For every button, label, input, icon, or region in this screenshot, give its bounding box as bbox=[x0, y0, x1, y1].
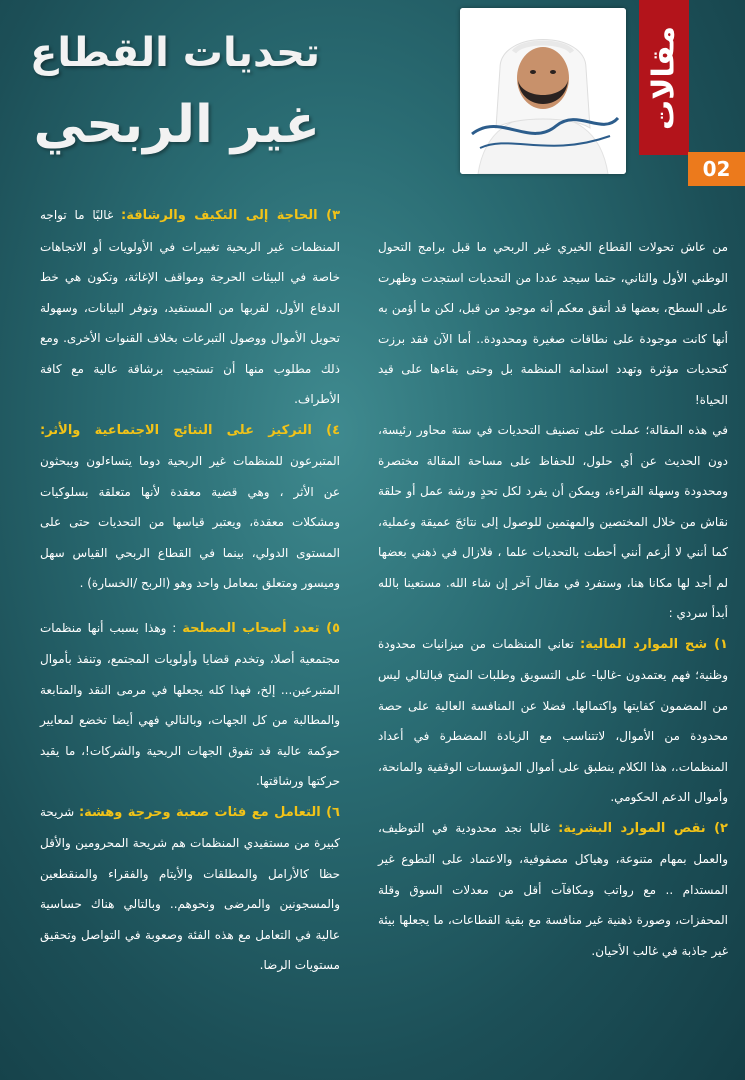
section-6 bbox=[40, 797, 340, 981]
section-6-heading: ٦) التعامل مع فئات صعبة وحرجة وهشة: bbox=[78, 804, 340, 820]
article-title-line2: غير الربحي bbox=[33, 95, 320, 155]
section-4-text: المتبرعون للمنظمات غير الربحية دوما يتساءلون ويبحثون عن الأثر ، وهي قضية معقدة لأنها متعلقة بسلوكيات ومشكلات معقدة، ويعتبر قياسها من التحديات حتى على المستوى الدولي، بينما في القطاع الربحي القياس سهل وميسور ومتعلق بمعامل واحد وهو (الربح /الخسارة) . bbox=[40, 454, 340, 590]
issue-number: 02 bbox=[688, 152, 745, 186]
section-2-text: غالبا نجد محدودية في التوظيف، والعمل بمهام متنوعة، وهياكل مصفوفية، والاعتماد على التطوع غير المستدام .. مع رواتب ومكافآت أقل من معدلات السوق وقلة المحفزات، وصورة ذهنية غير منافسة مع بقية القطاعات، ما يجعلها بيئة غير جاذبة في غالب الأحيان. bbox=[378, 820, 728, 958]
section-4-heading: ٤) التركيز على النتائج الاجتماعية والأثر: bbox=[40, 422, 340, 438]
section-3 bbox=[40, 200, 340, 415]
author-photo bbox=[460, 8, 626, 174]
section-5-heading: ٥) تعدد أصحاب المصلحة bbox=[182, 620, 340, 636]
section-2 bbox=[378, 813, 728, 967]
section-3-text: غالبًا ما تواجه المنظمات غير الربحية تغييرات في الأولويات أو الاتجاهات خاصة في البيئات الحرجة ومواقف الإغاثة، وتكون هي خط الدفاع الأول، لقربها من المستفيد، وتوفر البيانات، وسهولة تحويل الأموال ووصول التبرعات بخلاف القنوات الأخرى. ومع ذلك مطلوب منها أن تستجيب برشاقة عالية مع كافة الأطراف. bbox=[40, 208, 340, 406]
section-3-heading: ٣) الحاجة إلى التكيف والرشاقة: bbox=[121, 208, 340, 223]
section-5-text: : وهذا بسبب أنها منظمات مجتمعية أصلا، وتخدم قضايا وأولويات المجتمع، وتنفذ بأموال المتبرعين... إلخ، فهذا كله يجعلها في مرمى النقد والمتابعة والمطالبة من كل الجهات، وبالتالي فهي أيضا تخضع لمعايير حوكمة عالية قد تفوق الجهات الربحية والشركات!، ما يقيد حركتها ورشاقتها. bbox=[40, 620, 340, 788]
section-tag bbox=[639, 0, 689, 155]
section-6-text: شريحة كبيرة من مستفيدي المنظمات هم شريحة المحرومين والأقل حظا كالأرامل والمطلقات والأيتام والفقراء والمنقطعين والمسجونين والمرضى ونحوهم.. وبالتالي هناك حساسية عالية في التعامل مع هذه الفئة وصعوبة في التواصل وتحقيق مستويات الرضا. bbox=[40, 804, 340, 972]
article-title-line1: تحديات القطاع bbox=[30, 30, 320, 76]
section-2-heading: ٢) نقص الموارد البشرية: bbox=[558, 820, 728, 836]
section-5 bbox=[40, 613, 340, 797]
section-1-heading: ١) شح الموارد المالية: bbox=[580, 636, 728, 652]
left-column bbox=[40, 200, 340, 981]
section-1 bbox=[378, 629, 728, 813]
section-tag-label: مقالات bbox=[646, 25, 682, 130]
intro-paragraph: من عاش تحولات القطاع الخيري غير الربحي ما قبل برامج التحول الوطني الأول والثاني، حتما سيجد عددا من التحديات استجدت وظهرت على السطح، بعضها قد أتفق معكم أنه موجود من قبل، لكن ما أؤمن به أنها كانت موجودة على نطاقات صغيرة ومحدودة.. أما الآن فقد برزت كتحديات مؤثرة وتهدد استدامة المنظمة بل وحتى بقاءها على قيد الحياة! bbox=[378, 240, 728, 407]
section-1-text: تعاني المنظمات من ميزانيات محدودة وظنية؛ فهم يعتمدون -غالبا- على التسويق وطلبات المنح فبالتالي ليس من المضمون كفايتها واكتمالها. فضلا عن المنافسة العالية على حصة محدودة من الأموال، لاتتناسب مع الزيادة المضطرة في أعداد المنظمات.، هذا الكلام ينطبق على أموال المؤسسات الوقفية والمانحة، وأموال الدعم الحكومي. bbox=[378, 636, 728, 804]
intro-paragraph-2: في هذه المقالة؛ عملت على تصنيف التحديات في ستة محاور رئيسة، دون الحديث عن أي حلول، للحفاظ على مساحة المقالة مختصرة ومحدودة وسهلة القراءة، ويمكن أن يفرد لكل تحدٍ ورشة عمل أو حلقة نقاش من خلال المختصين والمهتمين للوصول إلى نتائجَ عميقة وعملية، كما أنني لا أزعم أنني أحطت بالتحديات علما ، فلازال في ذهني بعضها لم أجد لها مكانا هنا، وستفرد في مقال آخر إن شاء الله. مستعينا بالله أبدأ سردي : bbox=[378, 423, 728, 620]
right-column bbox=[378, 232, 728, 966]
section-4 bbox=[40, 415, 340, 599]
